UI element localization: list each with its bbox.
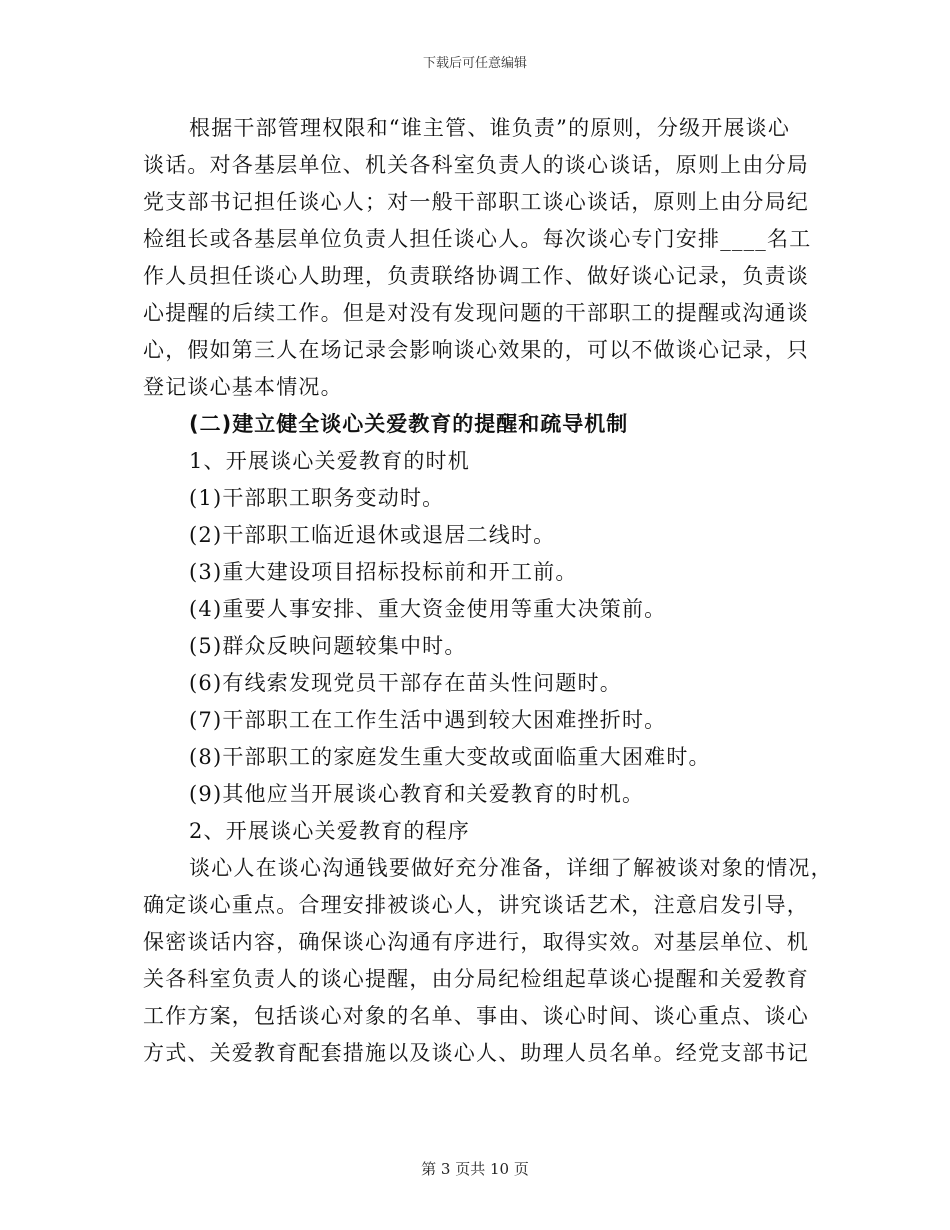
section-heading: (二)建立健全谈心关爱教育的提醒和疏导机制 xyxy=(189,412,629,436)
text-line: (9)其他应当开展谈心教育和关爱教育的时机。 xyxy=(189,782,645,806)
text-line: (8)干部职工的家庭发生重大变故或面临重大困难时。 xyxy=(189,745,711,769)
text-line: (3)重大建设项目招标投标前和开工前。 xyxy=(189,560,578,584)
text-line: 谈话。对各基层单位、机关各科室负责人的谈心谈话，原则上由分局 xyxy=(143,153,809,177)
text-line: (1)干部职工职务变动时。 xyxy=(189,486,445,510)
text-line: 作人员担任谈心人助理，负责联络协调工作、做好谈心记录，负责谈 xyxy=(143,264,809,288)
text-line: 方式、关爱教育配套措施以及谈心人、助理人员名单。经党支部书记 xyxy=(143,1041,809,1065)
text-line: (5)群众反映问题较集中时。 xyxy=(189,634,467,658)
text-line: 心提醒的后续工作。但是对没有发现问题的干部职工的提醒或沟通谈 xyxy=(143,301,809,325)
text-line: 2、开展谈心关爱教育的程序 xyxy=(189,819,470,843)
page-footer: 第 3 页共 10 页 xyxy=(421,1160,529,1178)
text-line: (6)有线索发现党员干部存在苗头性问题时。 xyxy=(189,671,622,695)
text-line: 1、开展谈心关爱教育的时机 xyxy=(189,449,470,473)
text-line: 登记谈心基本情况。 xyxy=(143,375,343,399)
text-line: 心，假如第三人在场记录会影响谈心效果的，可以不做谈心记录，只 xyxy=(143,338,809,362)
text-line: (2)干部职工临近退休或退居二线时。 xyxy=(189,523,556,547)
text-line: 保密谈话内容，确保谈心沟通有序进行，取得实效。对基层单位、机 xyxy=(143,930,809,954)
text-line: 党支部书记担任谈心人；对一般干部职工谈心谈话，原则上由分局纪 xyxy=(143,190,809,214)
document-body xyxy=(143,110,833,1072)
text-line: 关各科室负责人的谈心提醒，由分局纪检组起草谈心提醒和关爱教育 xyxy=(143,967,809,991)
text-line: (4)重要人事安排、重大资金使用等重大决策前。 xyxy=(189,597,667,621)
text-line: 工作方案，包括谈心对象的名单、事由、谈心时间、谈心重点、谈心 xyxy=(143,1004,809,1028)
text-line: (7)干部职工在工作生活中遇到较大困难挫折时。 xyxy=(189,708,667,732)
text-line: 检组长或各基层单位负责人担任谈心人。每次谈心专门安排____名工 xyxy=(143,227,812,251)
text-line: 确定谈心重点。合理安排被谈心人，讲究谈话艺术，注意启发引导， xyxy=(143,893,809,917)
text-line: 谈心人在谈心沟通钱要做好充分准备，详细了解被谈对象的情况， xyxy=(189,856,833,880)
page-header: 下载后可任意编辑 xyxy=(422,56,527,71)
text-line: 根据干部管理权限和“谁主管、谁负责”的原则，分级开展谈心 xyxy=(189,116,791,140)
